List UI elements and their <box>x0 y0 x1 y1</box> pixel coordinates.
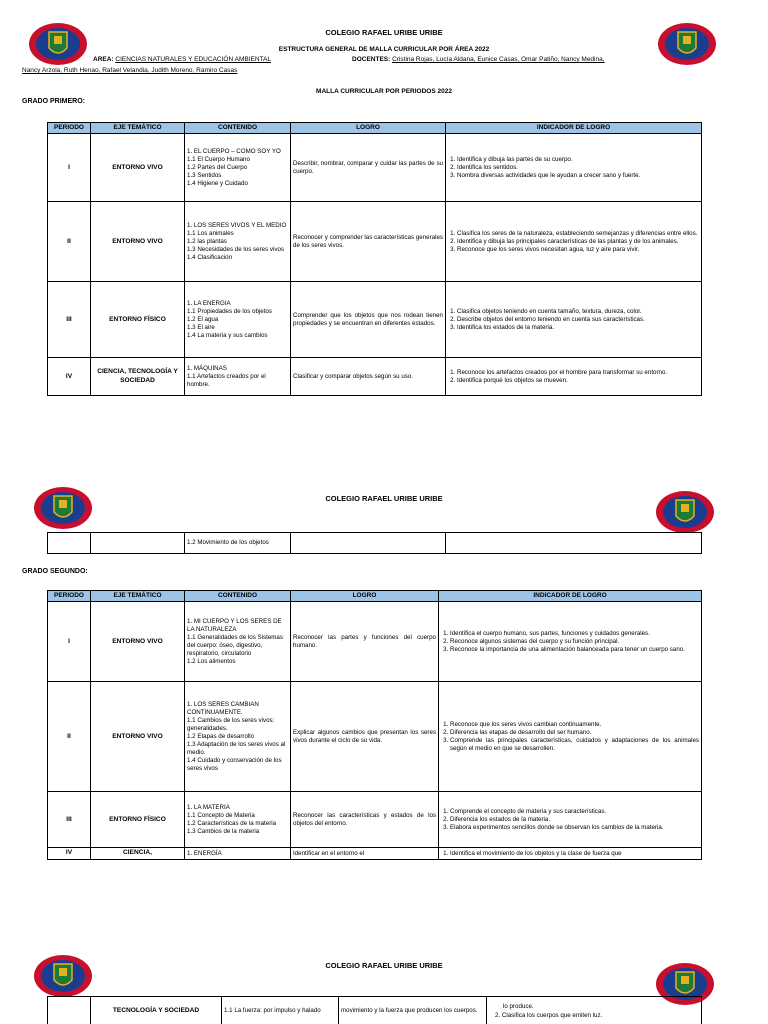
contenido-item: 1. LA MATERIA <box>187 803 230 811</box>
indicador-item: 2. Describe objetos del entorno teniendo en cuenta sus características. <box>457 316 699 324</box>
indicador-item: 2. Identifica porqué los objetos se mueven. <box>457 377 699 385</box>
table-row <box>48 848 702 860</box>
indicador-item: 1. Identifica el cuerpo humano, sus partes, funciones y cuidados generales. <box>450 630 699 638</box>
contenido-item: 1.3 El aire <box>187 323 215 331</box>
contenido-item: 1.2 Etapas de desarrollo <box>187 732 255 740</box>
docentes-label: DOCENTES: <box>352 56 391 63</box>
logro-cell: movimiento y la fuerza que producen los cuerpos. <box>339 997 487 1024</box>
contenido-item: 1.1 El Cuerpo Humano <box>187 155 250 163</box>
eje-cell: ENTORNO VIVO <box>91 202 185 282</box>
contenido-cell <box>185 848 291 860</box>
table-row <box>48 134 702 202</box>
logro-cell: Identificar en el entorno el <box>291 848 439 860</box>
contenido-item: 1.3 Necesidades de los seres vivos <box>187 245 284 253</box>
contenido-item: 1. MI CUERPO Y LOS SERES DE LA NATURALEZA <box>187 617 282 633</box>
table-row <box>48 202 702 282</box>
indicador-cell <box>439 792 702 848</box>
contenido-item: 1. LOS SERES CAMBIAN CONTINUAMENTE. <box>187 700 259 716</box>
logro-cell: Describir, nombrar, comparar y cuidar las partes de su cuerpo. <box>291 134 446 202</box>
indicador-cell <box>446 202 702 282</box>
page-2 <box>0 478 768 878</box>
malla-title: MALLA CURRICULAR POR PERIODOS 2022 <box>316 88 452 95</box>
contenido-item: 1.1 Concepto de Materia <box>187 811 255 819</box>
grade-2-label: GRADO SEGUNDO: <box>22 568 88 575</box>
indicador-item: 2. Diferencia las etapas de desarrollo del ser humano. <box>450 729 699 737</box>
page-3 <box>0 950 768 1024</box>
periodo-cell: IV <box>48 848 91 860</box>
contenido-item: 1.4 Cuidado y conservación de los seres vivos <box>187 757 282 773</box>
area-line <box>93 56 271 63</box>
header-indicador: INDICADOR DE LOGRO <box>439 591 702 602</box>
periodo-cell: III <box>48 792 91 848</box>
indicador-item: 2. Identifica los sentidos. <box>457 164 699 172</box>
contenido-cell <box>185 358 291 396</box>
continuation-table <box>47 532 702 554</box>
contenido-item: 1.2 El agua <box>187 315 219 323</box>
contenido-item: 1. ENERGÍA <box>187 849 222 857</box>
logro-cell: Reconocer las partes y funciones del cuerpo humano. <box>291 602 439 682</box>
periodo-cell: I <box>48 602 91 682</box>
school-name: COLEGIO RAFAEL URIBE URIBE <box>325 494 443 503</box>
table-row <box>48 602 702 682</box>
contenido-item: 1.1 Cambios de los seres vivos: generalidades. <box>187 716 275 732</box>
contenido-item: 1.4 Higiene y Cuidado <box>187 180 248 188</box>
docentes-line <box>352 56 605 63</box>
contenido-cell: 1.2 Movimiento de los objetos <box>185 533 291 554</box>
area-value: CIENCIAS NATURALES Y EDUCACIÓN AMBIENTAL <box>115 56 271 63</box>
eje-cell: CIENCIA, TECNOLOGÍA Y SOCIEDAD <box>91 358 185 396</box>
grade-1-label: GRADO PRIMERO: <box>22 98 85 105</box>
periodo-cell: I <box>48 134 91 202</box>
indicador-item: 1. Comprende el concepto de materia y sus características. <box>450 808 699 816</box>
logro-cell: Reconocer las características y estados de los objetos del entorno. <box>291 792 439 848</box>
contenido-item: 1.3 Cambios de la materia <box>187 828 260 835</box>
indicador-item: 2. Diferencia los estados de la materia. <box>450 816 699 824</box>
contenido-cell <box>185 792 291 848</box>
header-contenido: CONTENIDO <box>185 591 291 602</box>
contenido-item: 1.2 Los alimentos <box>187 658 236 666</box>
contenido-item: 1.1 Propiedades de los objetos <box>187 307 272 315</box>
eje-cell: ENTORNO VIVO <box>91 134 185 202</box>
indicador-cell <box>439 682 702 792</box>
indicador-item: 3. Identifica los estados de la materia. <box>457 324 699 332</box>
indicador-cell <box>446 282 702 358</box>
contenido-item: 1. LA ENERGIA <box>187 299 231 307</box>
eje-cell: ENTORNO VIVO <box>91 682 185 792</box>
contenido-cell: 1.1 La fuerza: por impulso y halado <box>222 997 339 1024</box>
header-logro: LOGRO <box>291 123 446 134</box>
school-crest-icon <box>33 486 93 530</box>
periodo-cell: IV <box>48 358 91 396</box>
contenido-item: 1.1 Generalidades de los Sistemas del cuerpo: óseo, digestivo, respiratorio, circulatorio <box>187 633 283 657</box>
table-row <box>48 792 702 848</box>
indicador-item: 3. Nombra diversas actividades que le ayudan a crecer sano y fuerte. <box>457 172 699 180</box>
indicador-cell <box>487 997 702 1024</box>
contenido-item: 1.3 Sentidos <box>187 171 222 179</box>
indicador-item: 1. Reconoce que los seres vivos cambian continuamente. <box>450 721 699 729</box>
area-label: AREA: <box>93 56 114 63</box>
table-row <box>48 358 702 396</box>
indicador-item: 3. Elabora experimentos sencillos donde se observan los cambios de la materia. <box>450 824 699 832</box>
docentes-value: Cristina Rojas, Lucía Aldana, Eunice Casas, Omar Patiño, Nancy Medina, <box>392 56 605 63</box>
indicador-item: 1. Identifica el movimiento de los objetos y la clase de fuerza que <box>450 850 699 858</box>
table-row <box>48 997 702 1024</box>
header-logro: LOGRO <box>291 591 439 602</box>
indicador-item: 3. Comprende las principales características, cuidados y adaptaciones de los animales según el medio en que se desarrollen. <box>450 737 699 753</box>
contenido-cell <box>185 682 291 792</box>
indicador-cell <box>439 602 702 682</box>
logro-cell: Reconocer y comprender las características generales de los seres vivos. <box>291 202 446 282</box>
periodo-cell: II <box>48 682 91 792</box>
contenido-cell <box>185 202 291 282</box>
contenido-cell <box>185 602 291 682</box>
indicador-cell <box>439 848 702 860</box>
contenido-item: 1.1 Artefactos creados por el hombre. <box>187 372 266 388</box>
grade-1-table <box>47 122 702 396</box>
contenido-item: 1. EL CUERPO – COMO SOY YO <box>187 147 281 155</box>
subtitle: ESTRUCTURA GENERAL DE MALLA CURRICULAR POR ÁREA 2022 <box>278 46 490 53</box>
logro-cell: Clasificar y comparar objetos según su uso. <box>291 358 446 396</box>
school-name: COLEGIO RAFAEL URIBE URIBE <box>325 28 443 37</box>
header-periodo: PERIODO <box>48 591 91 602</box>
contenido-cell <box>185 282 291 358</box>
table-row <box>48 533 702 554</box>
contenido-item: 1.3 Adaptación de los seres vivos al medio. <box>187 740 286 757</box>
indicador-item: 1. Clasifica objetos teniendo en cuenta tamaño, textura, dureza, color. <box>457 308 699 316</box>
table-row <box>48 682 702 792</box>
eje-cell: ENTORNO FÍSICO <box>91 282 185 358</box>
indicador-item: 1. Clasifica los seres de la naturaleza, estableciendo semejanzas y diferencias entre ellos. <box>457 230 699 238</box>
contenido-item: 1.4 Clasificación <box>187 254 233 262</box>
indicador-item: 3. Reconoce que los seres vivos necesitan agua, luz y aire para vivir. <box>457 246 699 254</box>
header-eje: EJE TEMÁTICO <box>91 123 185 134</box>
contenido-item: 1.1 Los animales <box>187 229 234 237</box>
header-contenido: CONTENIDO <box>185 123 291 134</box>
indicador-cell <box>446 134 702 202</box>
contenido-item: 1. MÁQUINAS <box>187 364 227 372</box>
periodo-cell: II <box>48 202 91 282</box>
contenido-item: 1.2 Características de la materia <box>187 819 277 827</box>
periodo-cell: III <box>48 282 91 358</box>
table-row <box>48 282 702 358</box>
table-header-row <box>48 591 702 602</box>
page-1 <box>0 0 768 400</box>
header-indicador: INDICADOR DE LOGRO <box>446 123 702 134</box>
contenido-cell <box>185 134 291 202</box>
indicador-item: 2. Reconoce algunos sistemas del cuerpo y su función principal. <box>450 638 699 646</box>
indicador-cell <box>446 358 702 396</box>
contenido-item: 1. LOS SERES VIVOS Y EL MEDIO <box>187 221 287 229</box>
page-3-table <box>47 996 702 1024</box>
contenido-item: 1.2 Partes del Cuerpo <box>187 163 248 171</box>
contenido-item: 1.2 las plantas <box>187 237 227 245</box>
docentes-value-2: Nancy Arzola, Ruth Henao, Rafael Velandia, Judith Moreno, Ramiro Casas <box>22 67 238 74</box>
eje-cell: TECNOLOGÍA Y SOCIEDAD <box>91 997 222 1024</box>
eje-cell: ENTORNO FÍSICO <box>91 792 185 848</box>
header-eje: EJE TEMÁTICO <box>91 591 185 602</box>
logro-cell: Explicar algunos cambios que presentan los seres vivos durante el ciclo de su vida. <box>291 682 439 792</box>
indicador-item: 3. Reconoce la importancia de una alimentación balanceada para tener un cuerpo sano. <box>450 646 699 654</box>
indicador-item: 1. Identifica y dibuja las partes de su cuerpo. <box>457 156 699 164</box>
logro-cell: Comprender que los objetos que nos rodean tienen propiedades y se encuentran en diferentes estados. <box>291 282 446 358</box>
contenido-item: 1.4 La materia y sus cambios <box>187 332 268 340</box>
header-periodo: PERIODO <box>48 123 91 134</box>
indicador-item: 2. Clasifica los cuerpos que emiten luz. <box>495 1011 603 1019</box>
indicador-item: 2. Identifica y dibuja las principales características de las plantas y de los animales. <box>457 238 699 246</box>
eje-cell: CIENCIA, <box>91 848 185 860</box>
eje-cell: ENTORNO VIVO <box>91 602 185 682</box>
grade-2-table <box>47 590 702 860</box>
indicador-item: lo produce. <box>503 1003 534 1011</box>
table-header-row <box>48 123 702 134</box>
indicador-item: 1. Reconoce los artefactos creados por el hombre para transformar su entorno. <box>457 369 699 377</box>
school-name: COLEGIO RAFAEL URIBE URIBE <box>325 961 443 970</box>
